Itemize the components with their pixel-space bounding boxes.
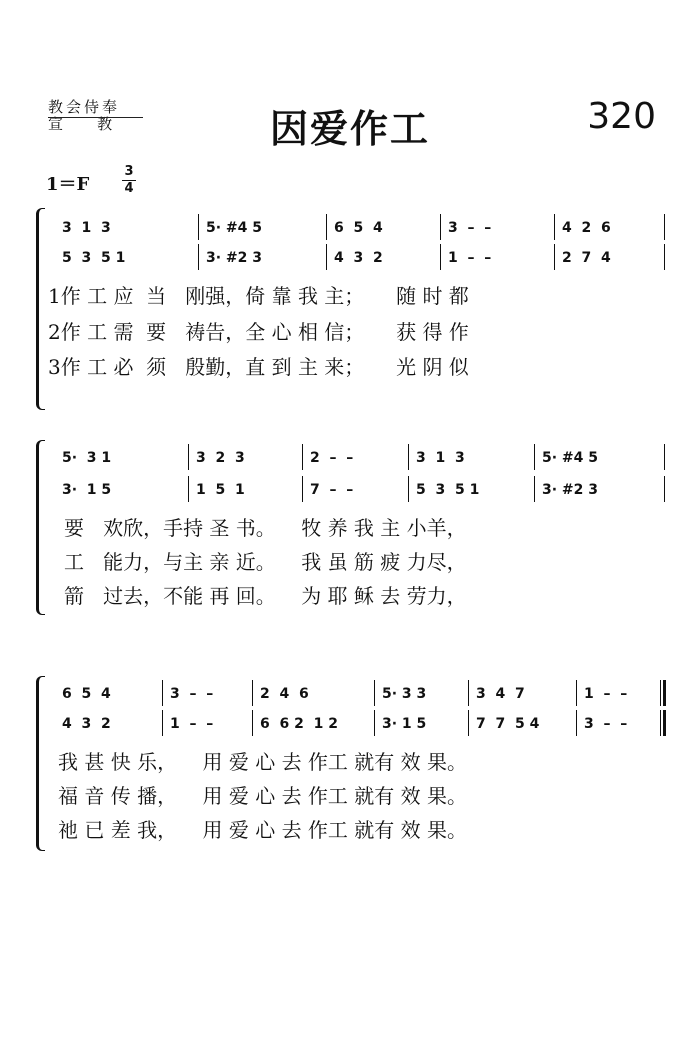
category-top: 教会侍奉	[48, 98, 121, 116]
measure: 1 – –	[448, 250, 492, 266]
measure: 3· #2 3	[206, 250, 263, 266]
measure: 5· #4 5	[542, 450, 599, 466]
final-barline	[660, 710, 666, 736]
lyric-line	[48, 814, 668, 844]
barline	[188, 444, 189, 470]
time-top: 3	[124, 164, 134, 179]
barline	[576, 680, 577, 706]
measure: 1 5 1	[196, 482, 245, 498]
barline	[326, 214, 327, 240]
barline	[302, 476, 303, 502]
barline	[440, 214, 441, 240]
measure: 2 7 4	[562, 250, 611, 266]
measure: 3 2 3	[196, 450, 245, 466]
barline	[252, 710, 253, 736]
barline	[554, 214, 555, 240]
measure: 3· #2 3	[542, 482, 599, 498]
barline	[468, 680, 469, 706]
measure: 1 – –	[584, 686, 628, 702]
lyric-text: 要 欢欣，手持 圣 书。 牧 养 我 主 小羊，	[64, 516, 467, 540]
lyric-line	[48, 512, 668, 542]
barline	[440, 244, 441, 270]
lyric-line	[48, 780, 668, 810]
lyric-text: 2作 工 需 要 祷告，全 心 相 信； 获 得 作	[48, 320, 469, 344]
measure: 5 3 5 1	[62, 250, 126, 266]
barline	[162, 680, 163, 706]
soprano-staff	[48, 680, 668, 706]
measure: 2 – –	[310, 450, 354, 466]
barline	[374, 680, 375, 706]
system-brace	[36, 676, 45, 851]
measure: 5 3 5 1	[416, 482, 480, 498]
measure: 5· 3 3	[382, 686, 427, 702]
measure: 3 1 3	[416, 450, 465, 466]
lyric-text: 我 甚 快 乐， 用 爱 心 去 作工 就有 效 果。	[58, 750, 468, 774]
measure: 6 5 4	[62, 686, 111, 702]
barline	[664, 444, 665, 470]
soprano-staff	[48, 444, 668, 470]
measure: 3 – –	[170, 686, 214, 702]
alto-staff	[48, 710, 668, 736]
measure: 3 4 7	[476, 686, 525, 702]
hymn-title: 因爱作工	[269, 107, 430, 151]
system-brace	[36, 440, 45, 615]
lyric-text: 祂 已 差 我， 用 爱 心 去 作工 就有 效 果。	[58, 818, 468, 842]
alto-staff	[48, 244, 668, 270]
barline	[576, 710, 577, 736]
measure: 7 7 5 4	[476, 716, 540, 732]
barline	[408, 444, 409, 470]
time-bottom: 4	[124, 181, 134, 196]
lyric-text: 箭 过去，不能 再 回。 为 耶 稣 去 劳力，	[64, 584, 467, 608]
barline	[534, 444, 535, 470]
measure: 3 – –	[448, 220, 492, 236]
system-3	[36, 676, 668, 851]
alto-staff	[48, 476, 668, 502]
category-bottom: 宣 教	[48, 115, 116, 133]
lyric-text: 3作 工 必 须 殷勤，直 到 主 来； 光 阴 似	[48, 355, 469, 379]
soprano-staff	[48, 214, 668, 240]
lyric-text: 工 能力，与主 亲 近。 我 虽 筋 疲 力尽，	[64, 550, 467, 574]
measure: 2 4 6	[260, 686, 309, 702]
time-signature	[122, 165, 136, 196]
barline	[664, 476, 665, 502]
lyric-line	[48, 351, 668, 381]
measure: 7 – –	[310, 482, 354, 498]
system-brace	[36, 208, 45, 410]
lyric-line	[48, 546, 668, 576]
lyric-text: 福 音 传 播， 用 爱 心 去 作工 就有 效 果。	[58, 784, 468, 808]
lyric-line	[48, 316, 668, 346]
measure: 4 2 6	[562, 220, 611, 236]
barline	[326, 244, 327, 270]
measure: 6 6 2 1 2	[260, 716, 338, 732]
barline	[468, 710, 469, 736]
key-signature: 1＝F	[46, 174, 90, 195]
barline	[252, 680, 253, 706]
barline	[534, 476, 535, 502]
barline	[664, 214, 665, 240]
barline	[302, 444, 303, 470]
barline	[162, 710, 163, 736]
lyric-line	[48, 280, 668, 310]
system-2	[36, 440, 668, 615]
measure: 5· 3 1	[62, 450, 112, 466]
measure: 3 – –	[584, 716, 628, 732]
measure: 5· #4 5	[206, 220, 263, 236]
barline	[374, 710, 375, 736]
barline	[408, 476, 409, 502]
barline	[188, 476, 189, 502]
measure: 6 5 4	[334, 220, 383, 236]
measure: 3 1 3	[62, 220, 111, 236]
final-barline	[660, 680, 666, 706]
barline	[198, 244, 199, 270]
barline	[664, 244, 665, 270]
barline	[198, 214, 199, 240]
system-1	[36, 208, 668, 410]
measure: 3· 1 5	[62, 482, 112, 498]
measure: 3· 1 5	[382, 716, 427, 732]
hymn-number: 320	[587, 96, 656, 137]
measure: 1 – –	[170, 716, 214, 732]
lyric-line	[48, 580, 668, 610]
lyric-line	[48, 746, 668, 776]
measure: 4 3 2	[62, 716, 111, 732]
barline	[554, 244, 555, 270]
measure: 4 3 2	[334, 250, 383, 266]
lyric-text: 1作 工 应 当 刚强，倚 靠 我 主； 随 时 都	[48, 284, 469, 308]
